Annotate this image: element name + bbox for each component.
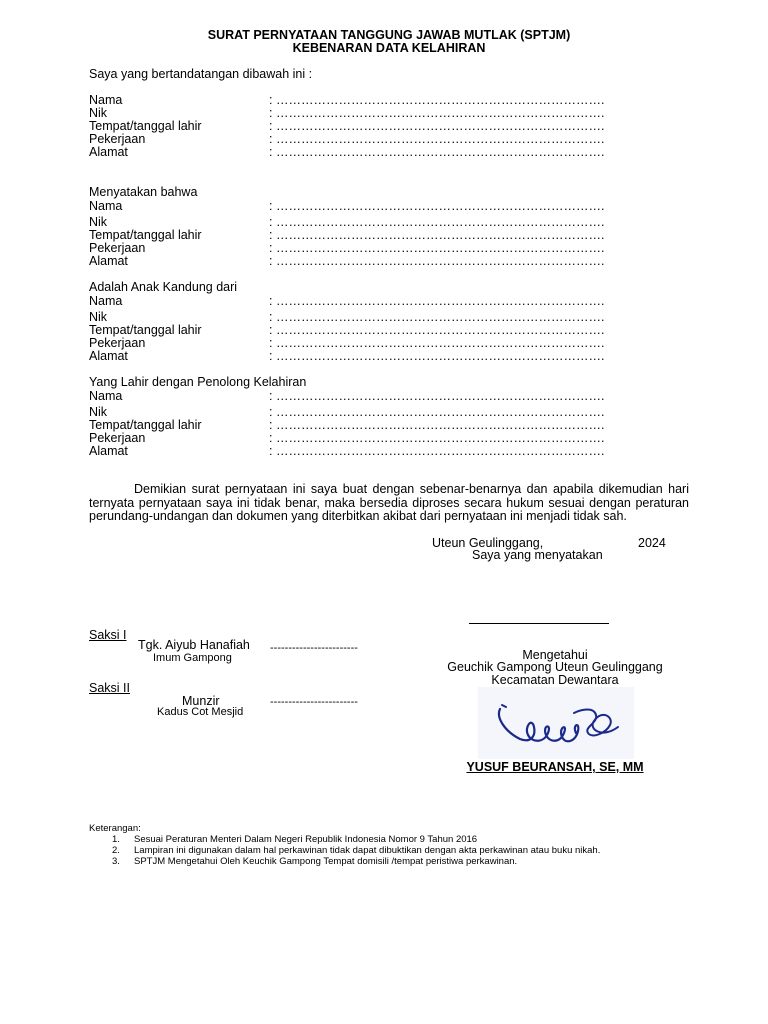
note-text: SPTJM Mengetahui Oleh Keuchik Gampong Tempat domisili /tempat peristiwa perkawinan. — [134, 856, 518, 867]
intro-text: Saya yang bertandatangan dibawah ini : — [89, 67, 313, 81]
field-label: Alamat — [89, 444, 128, 458]
section-heading: Menyatakan bahwa — [89, 185, 198, 199]
field-label: Pekerjaan — [89, 241, 146, 255]
notes-heading: Keterangan: — [89, 823, 141, 834]
field-value[interactable]: : ……………………………………………………………………. — [269, 310, 605, 324]
document-title: SURAT PERNYATAAN TANGGUNG JAWAB MUTLAK (SPTJM) — [207, 28, 571, 42]
field-label: Nik — [89, 106, 108, 120]
witness-2-role: Kadus Cot Mesjid — [157, 706, 244, 718]
field-label: Tempat/tanggal lahir — [89, 323, 202, 337]
witness-1-name: Tgk. Aiyub Hanafiah — [138, 638, 250, 652]
field-label: Alamat — [89, 349, 128, 363]
document-subtitle: KEBENARAN DATA KELAHIRAN — [292, 41, 486, 55]
field-value[interactable]: : ……………………………………………………………………. — [269, 145, 605, 159]
witness-1-role: Imum Gampong — [153, 652, 232, 664]
field-label: Alamat — [89, 254, 128, 268]
field-value[interactable]: : ……………………………………………………………………. — [269, 405, 605, 419]
field-label: Pekerjaan — [89, 336, 146, 350]
note-number: 1. — [112, 834, 120, 845]
field-value[interactable]: : ……………………………………………………………………. — [269, 323, 605, 337]
field-value[interactable]: : ……………………………………………………………………. — [269, 418, 605, 432]
note-number: 2. — [112, 845, 120, 856]
field-value[interactable]: : ……………………………………………………………………. — [269, 444, 605, 458]
field-value[interactable]: : ……………………………………………………………………. — [269, 228, 605, 242]
statement-paragraph: Demikian surat pernyataan ini saya buat dengan sebenar-benarnya dan apabila dikemudian hari ternyata pernyataan saya ini tidak benar, maka bersedia diproses secara hukum sesuai dengan peraturan perundang-undangan dan dokumen yang diterbitkan akibat dari pernyataan ini menjadi tidak sah. — [89, 482, 689, 523]
witness-2-signature-line: ------------------------ — [270, 696, 358, 708]
field-label: Alamat — [89, 145, 128, 159]
acknowledgement-heading: Mengetahui — [522, 648, 588, 662]
note-text: Lampiran ini digunakan dalam hal perkawinan tidak dapat dibuktikan dengan akta perkawinan atau buku nikah. — [134, 845, 601, 856]
field-label: Nama — [89, 93, 123, 107]
field-label: Tempat/tanggal lahir — [89, 228, 202, 242]
field-value[interactable]: : ……………………………………………………………………. — [269, 215, 605, 229]
year-text: 2024 — [638, 536, 666, 550]
field-label: Tempat/tanggal lahir — [89, 119, 202, 133]
field-label: Nama — [89, 199, 123, 213]
field-label: Tempat/tanggal lahir — [89, 418, 202, 432]
field-label: Pekerjaan — [89, 431, 146, 445]
field-value[interactable]: : ……………………………………………………………………. — [269, 132, 605, 146]
declarant-signature-line — [469, 623, 609, 624]
witness-1-signature-line: ------------------------ — [270, 642, 358, 654]
field-label: Nik — [89, 215, 108, 229]
section-heading: Yang Lahir dengan Penolong Kelahiran — [89, 375, 307, 389]
section-heading: Adalah Anak Kandung dari — [89, 280, 238, 294]
field-value[interactable]: : ……………………………………………………………………. — [269, 93, 605, 107]
field-value[interactable]: : ……………………………………………………………………. — [269, 294, 605, 308]
field-value[interactable]: : ……………………………………………………………………. — [269, 119, 605, 133]
acknowledgement-district: Kecamatan Dewantara — [491, 673, 619, 687]
field-value[interactable]: : ……………………………………………………………………. — [269, 336, 605, 350]
field-value[interactable]: : ……………………………………………………………………. — [269, 431, 605, 445]
witness-2-name: Munzir — [182, 694, 220, 708]
witness-2-label: Saksi II — [89, 681, 130, 695]
note-number: 3. — [112, 856, 120, 867]
field-value[interactable]: : ……………………………………………………………………. — [269, 106, 605, 120]
field-label: Pekerjaan — [89, 132, 146, 146]
witness-1-label: Saksi I — [89, 628, 127, 642]
declarant-label: Saya yang menyatakan — [472, 548, 603, 562]
field-label: Nama — [89, 389, 123, 403]
field-value[interactable]: : ……………………………………………………………………. — [269, 254, 605, 268]
field-label: Nik — [89, 310, 108, 324]
headman-signature-image — [478, 687, 634, 759]
field-value[interactable]: : ……………………………………………………………………. — [269, 389, 605, 403]
field-value[interactable]: : ……………………………………………………………………. — [269, 241, 605, 255]
place-text: Uteun Geulinggang, — [432, 536, 544, 550]
acknowledgement-village: Geuchik Gampong Uteun Geulinggang — [447, 660, 663, 674]
headman-name: YUSUF BEURANSAH, SE, MM — [466, 760, 644, 774]
field-value[interactable]: : ……………………………………………………………………. — [269, 349, 605, 363]
note-text: Sesuai Peraturan Menteri Dalam Negeri Republik Indonesia Nomor 9 Tahun 2016 — [134, 834, 478, 845]
field-label: Nik — [89, 405, 108, 419]
field-value[interactable]: : ……………………………………………………………………. — [269, 199, 605, 213]
field-label: Nama — [89, 294, 123, 308]
